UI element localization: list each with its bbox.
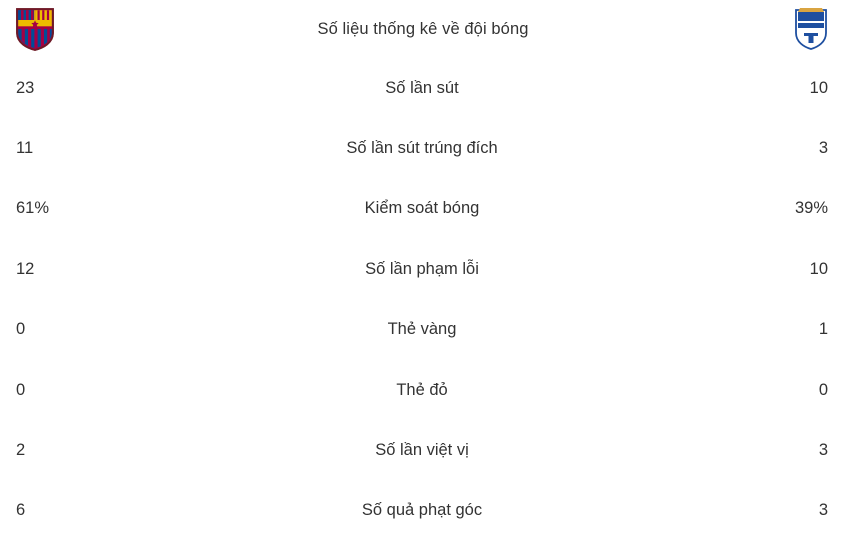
table-row: [0, 420, 846, 480]
away-value: 39%: [794, 199, 828, 218]
page-title: Số liệu thống kê về đội bóng: [317, 19, 529, 38]
home-value: 23: [16, 78, 35, 97]
away-value: 3: [818, 139, 828, 158]
home-value: 61%: [16, 199, 50, 218]
deportivo-crest-icon: [790, 7, 832, 51]
stat-label: Số lần phạm lỗi: [365, 259, 479, 278]
stats-rows: [0, 58, 846, 541]
away-value: 10: [809, 259, 828, 278]
table-row: [0, 58, 846, 118]
table-row: [0, 300, 846, 360]
table-row: [0, 118, 846, 178]
stat-label: Thẻ đỏ: [396, 380, 448, 399]
away-value: 3: [818, 501, 828, 520]
stats-header: [0, 0, 846, 58]
barcelona-crest-icon: [14, 7, 56, 51]
table-row: [0, 179, 846, 239]
home-value: 11: [16, 139, 34, 158]
home-value: 0: [16, 320, 26, 339]
stat-label: Số lần sút trúng đích: [346, 139, 498, 158]
away-value: 3: [818, 440, 828, 459]
home-value: 12: [16, 259, 35, 278]
home-value: 6: [16, 501, 26, 520]
stat-label: Số lần sút: [385, 78, 459, 97]
away-value: 1: [818, 320, 828, 339]
table-row: [0, 360, 846, 420]
stat-label: Số lần việt vị: [375, 440, 469, 459]
table-row: [0, 481, 846, 541]
away-value: 10: [809, 78, 828, 97]
home-value: 2: [16, 440, 26, 459]
table-row: [0, 239, 846, 299]
away-value: 0: [818, 380, 828, 399]
stat-label: Thẻ vàng: [387, 320, 457, 339]
stat-label: Kiểm soát bóng: [364, 199, 480, 218]
stat-label: Số quả phạt góc: [361, 501, 483, 520]
home-value: 0: [16, 380, 26, 399]
